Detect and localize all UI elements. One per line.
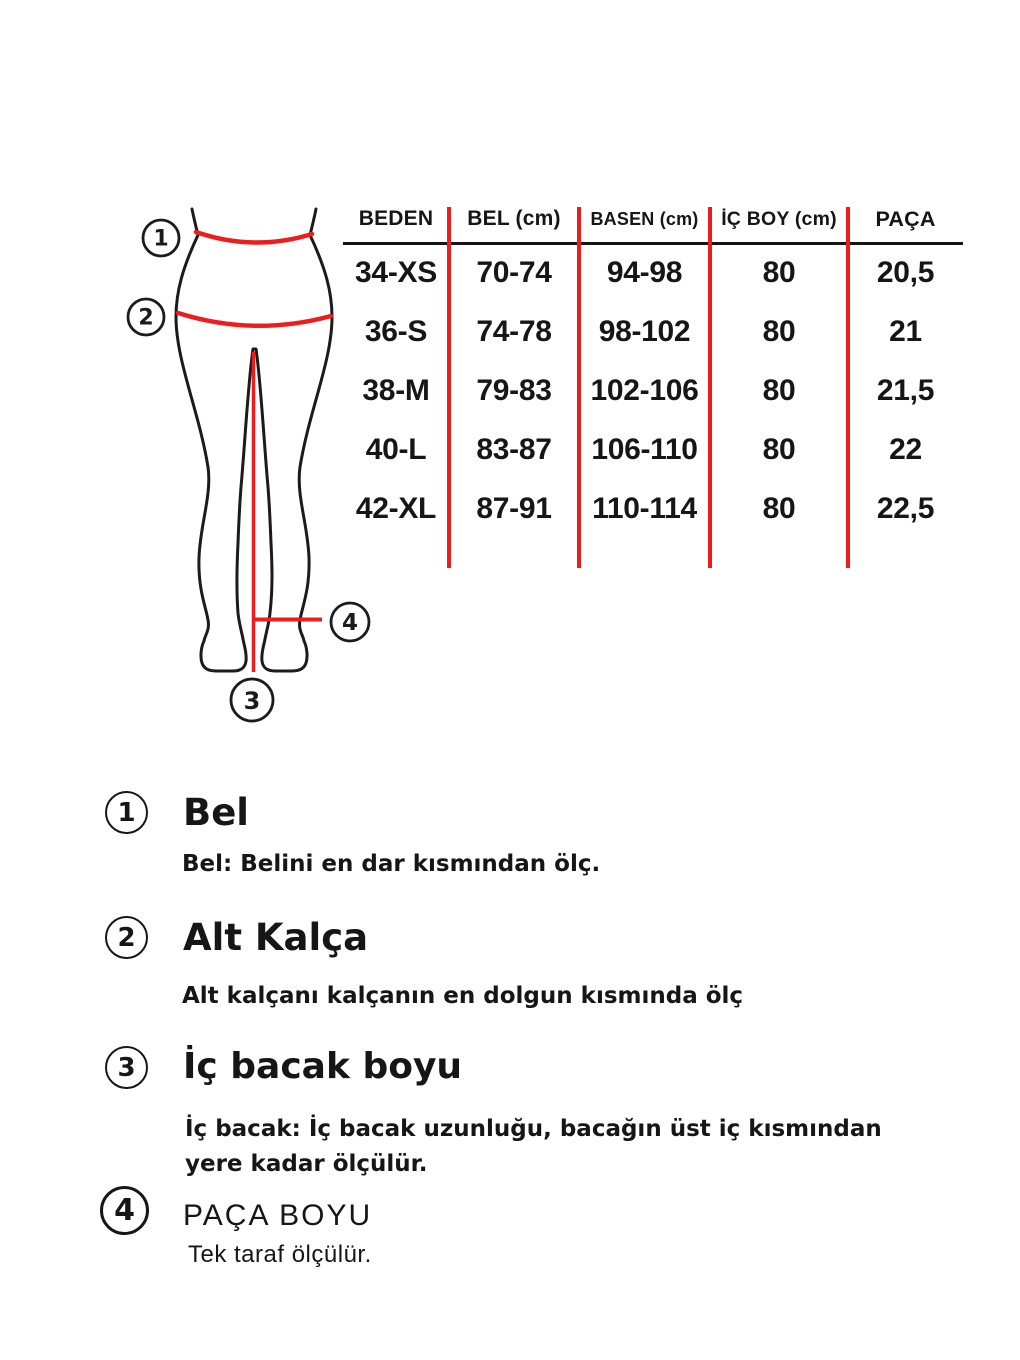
table-cell-basen: 102-106 [590, 373, 699, 407]
table-cell-paca: 20,5 [876, 255, 935, 289]
legend-title-ic-bacak: İç bacak boyu [183, 1046, 463, 1087]
hip-measure-line [178, 313, 331, 326]
column-header-bel: BEL (cm) [467, 207, 561, 230]
table-cell-bel: 83-87 [476, 432, 552, 466]
legend-title-alt-kalca: Alt Kalça [183, 916, 369, 959]
column-header-beden: BEDEN [358, 207, 434, 230]
figure-marker-3-label: 3 [243, 687, 261, 715]
figure-marker-4 [331, 603, 369, 641]
size-table [343, 195, 963, 570]
table-cell-size: 40-L [365, 432, 427, 466]
figure-marker-2-label: 2 [138, 305, 154, 331]
column-header-paca: PAÇA [875, 206, 936, 231]
figure-marker-1 [143, 220, 179, 256]
figure-marker-1-label: 1 [153, 226, 169, 252]
table-cell-icboy: 80 [762, 314, 796, 348]
figure-marker-2 [128, 299, 164, 335]
table-cell-size: 34-XS [355, 255, 437, 289]
table-cell-basen: 94-98 [606, 255, 683, 289]
table-cell-size: 38-M [362, 373, 430, 407]
table-cell-size: 42-XL [355, 491, 437, 525]
table-cell-basen: 110-114 [592, 491, 697, 525]
table-cell-paca: 21,5 [876, 373, 935, 407]
legend-description-alt-kalca: Alt kalçanı kalçanın en dolgun kısmında ölç [182, 983, 744, 1009]
legend-number-3: 3 [105, 1046, 148, 1089]
legend-number-1: 1 [105, 791, 148, 834]
table-cell-bel: 79-83 [476, 373, 552, 407]
waist-measure-line [196, 232, 312, 243]
column-header-icboy: İÇ BOY (cm) [721, 207, 837, 230]
legend-title-paca-boyu: PAÇA BOYU [183, 1199, 373, 1232]
legend-number-4: 4 [100, 1186, 149, 1235]
size-table-grid [343, 195, 963, 538]
table-cell-icboy: 80 [762, 491, 796, 525]
table-cell-icboy: 80 [762, 255, 796, 289]
table-cell-paca: 22,5 [876, 491, 935, 525]
table-cell-bel: 70-74 [476, 255, 552, 289]
table-cell-icboy: 80 [762, 373, 796, 407]
table-cell-paca: 22 [889, 432, 922, 466]
legend-number-2: 2 [105, 916, 148, 959]
table-cell-bel: 74-78 [476, 314, 552, 348]
column-header-basen: BASEN (cm) [590, 208, 699, 229]
legend-description-ic-bacak: İç bacak: İç bacak uzunluğu, bacağın üst iç kısmından yere kadar ölçülür. [185, 1116, 882, 1177]
table-cell-paca: 21 [889, 314, 922, 348]
legend-description-bel: Bel: Belini en dar kısmından ölç. [182, 851, 601, 877]
table-cell-bel: 87-91 [476, 491, 552, 525]
legend-title-bel: Bel [183, 791, 249, 834]
table-cell-basen: 106-110 [591, 432, 698, 466]
table-cell-basen: 98-102 [598, 314, 691, 348]
legend-description-paca-boyu: Tek taraf ölçülür. [188, 1241, 372, 1268]
figure-marker-3 [231, 679, 273, 721]
figure-marker-4-label: 4 [341, 610, 359, 636]
table-cell-icboy: 80 [762, 432, 796, 466]
table-cell-size: 36-S [364, 314, 428, 348]
